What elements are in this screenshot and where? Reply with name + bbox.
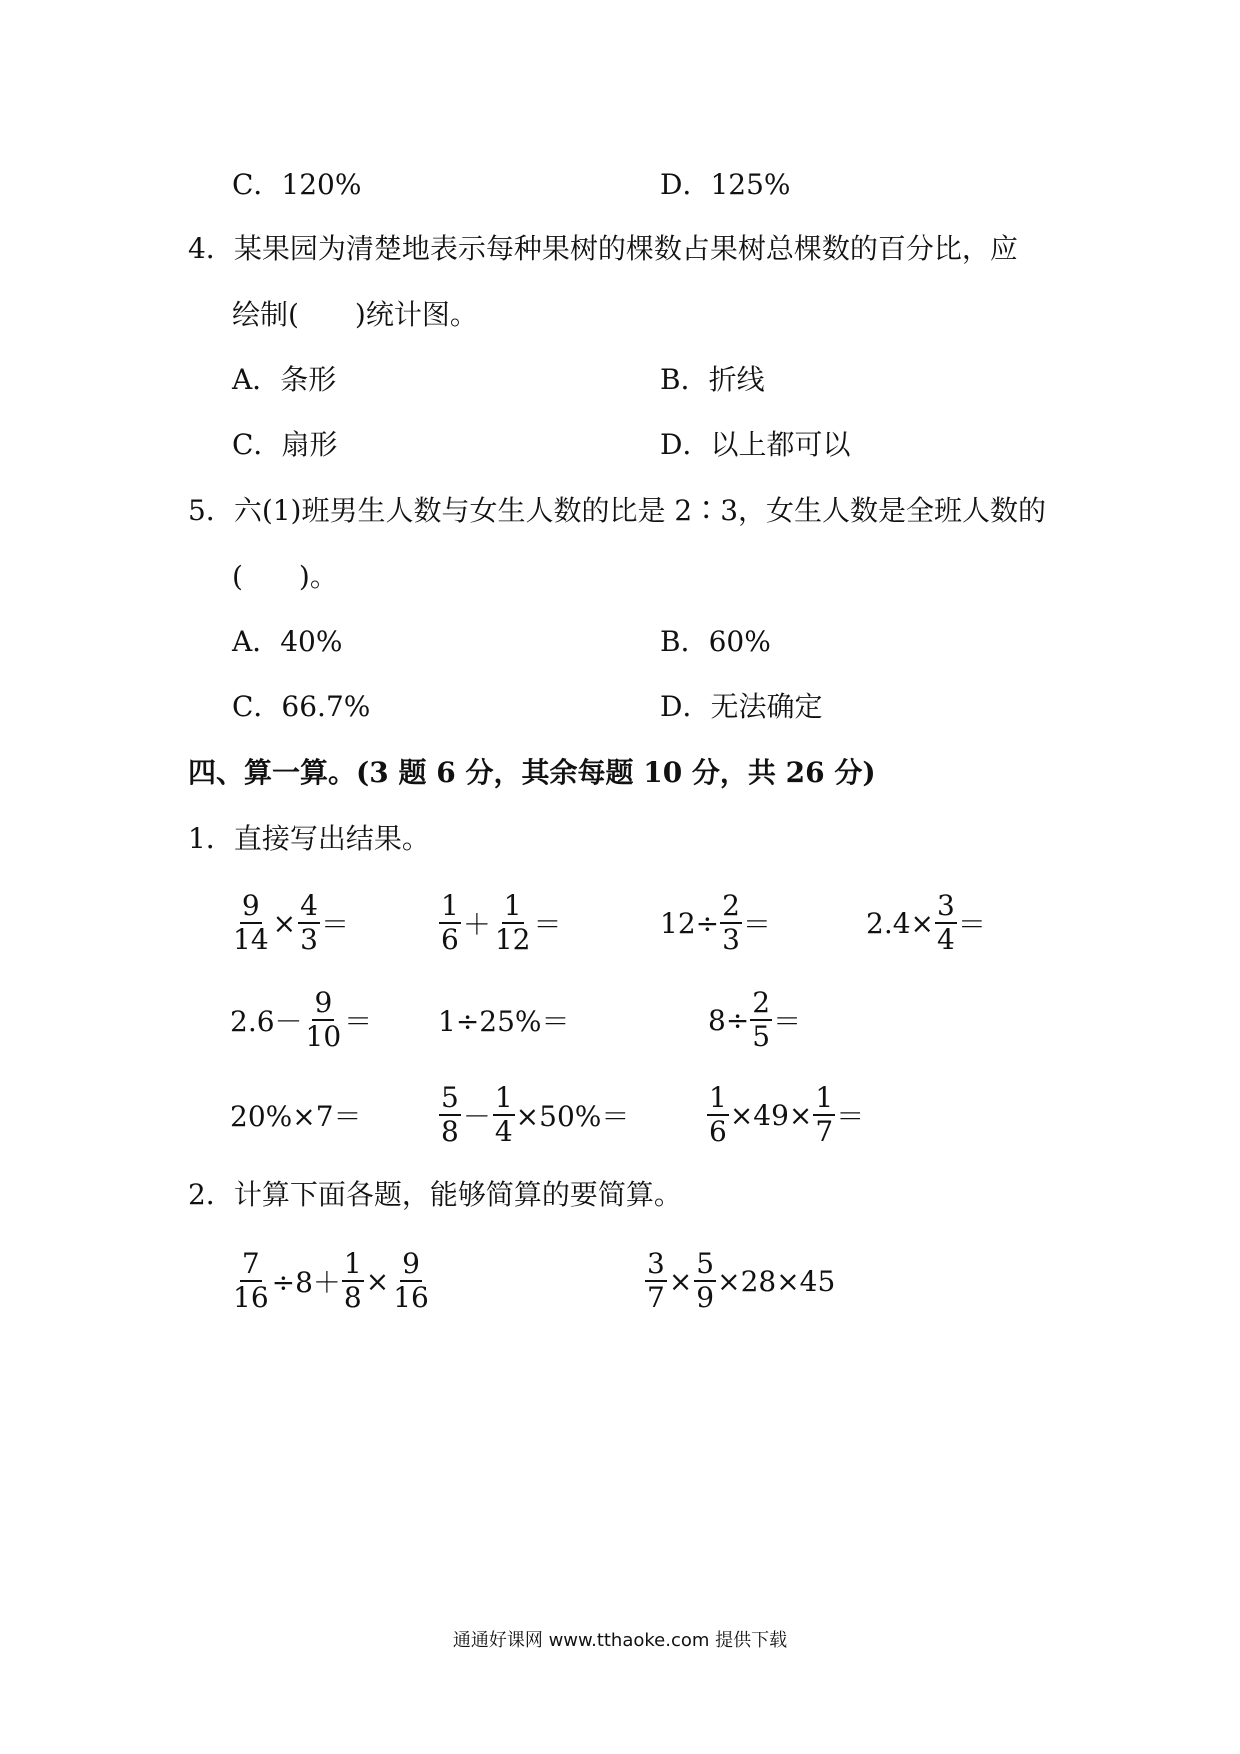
option-d-q5: D．无法确定 — [660, 690, 823, 723]
option-d-q4: D．以上都可以 — [660, 428, 851, 461]
calc-expression-6: 1÷25%＝ — [438, 1005, 570, 1038]
fraction: $\frac{5}{8}$ — [441, 1081, 459, 1148]
calc-expression-11: $\frac{7}{16}$ ÷8＋ $\frac{1}{8}$ × $\frac{9}{16}$ — [233, 1247, 429, 1314]
fraction: $\frac{1}{12}$ — [494, 889, 531, 956]
calc-expression-8: 20%×7＝ — [230, 1100, 362, 1133]
fraction: $\frac{1}{6}$ — [709, 1081, 727, 1148]
option-c-q5: C．66.7% — [232, 690, 371, 723]
calc-expression-10: $\frac{1}{6}$ ×49× $\frac{1}{7}$ ＝ — [709, 1081, 865, 1148]
fraction: $\frac{3}{7}$ — [647, 1247, 665, 1314]
fraction: $\frac{2}{5}$ — [752, 986, 771, 1053]
option-c-q3: C．120% — [232, 168, 362, 201]
option-d-q3: D．125% — [660, 168, 791, 201]
calc-expression-3: 12÷ $\frac{2}{3}$ ＝ — [660, 889, 771, 956]
fraction: $\frac{1}{6}$ — [441, 889, 459, 956]
option-b-q4: B．折线 — [660, 363, 765, 396]
option-b-q5: B．60% — [660, 625, 771, 658]
calc-expression-5: 2.6－ $\frac{9}{10}$ ＝ — [230, 986, 373, 1053]
fraction: $\frac{5}{9}$ — [696, 1247, 715, 1314]
fraction: $\frac{1}{7}$ — [815, 1081, 834, 1148]
calc-expression-4: 2.4× $\frac{3}{4}$ ＝ — [866, 889, 986, 956]
calc-expression-2: $\frac{1}{6}$ ＋ $\frac{1}{12}$ ＝ — [441, 889, 562, 956]
option-a-q5: A．40% — [232, 625, 343, 658]
question-5-line2: ( )。 — [232, 560, 338, 593]
fraction: $\frac{9}{10}$ — [305, 986, 342, 1053]
fraction: $\frac{2}{3}$ — [722, 889, 740, 956]
calc-expression-12: $\frac{3}{7}$ × $\frac{5}{9}$ ×28×45 — [647, 1247, 836, 1314]
fraction: $\frac{9}{14}$ — [233, 889, 269, 956]
fraction: $\frac{7}{16}$ — [233, 1247, 269, 1314]
calc-expression-1: $\frac{9}{14}$ × $\frac{4}{3}$ ＝ — [233, 889, 349, 956]
fraction: $\frac{4}{3}$ — [300, 889, 318, 956]
section-4-question-1: 1．直接写出结果。 — [188, 822, 430, 855]
fraction: $\frac{1}{8}$ — [343, 1247, 362, 1314]
fraction: $\frac{9}{16}$ — [393, 1247, 429, 1314]
section-4-question-2: 2．计算下面各题，能够简算的要简算。 — [188, 1178, 682, 1211]
calc-expression-7: 8÷ $\frac{2}{5}$ ＝ — [708, 986, 802, 1053]
fraction: $\frac{3}{4}$ — [937, 889, 955, 956]
question-4-line1: 4．某果园为清楚地表示每种果树的棵数占果树总棵数的百分比，应 — [188, 232, 1018, 265]
section-4-heading: 四、算一算。(3 题 6 分，其余每题 10 分，共 26 分) — [188, 756, 876, 789]
question-5-line1: 5．六(1)班男生人数与女生人数的比是 2∶3，女生人数是全班人数的 — [188, 494, 1047, 527]
option-c-q4: C．扇形 — [232, 428, 338, 461]
option-a-q4: A．条形 — [232, 363, 337, 396]
calc-expression-9: $\frac{5}{8}$ － $\frac{1}{4}$ ×50%＝ — [441, 1081, 630, 1148]
fraction: $\frac{1}{4}$ — [494, 1081, 513, 1148]
page-footer: 通通好课网 www.tthaoke.com 提供下载 — [452, 1630, 788, 1651]
question-4-line2: 绘制( )统计图。 — [232, 298, 478, 331]
